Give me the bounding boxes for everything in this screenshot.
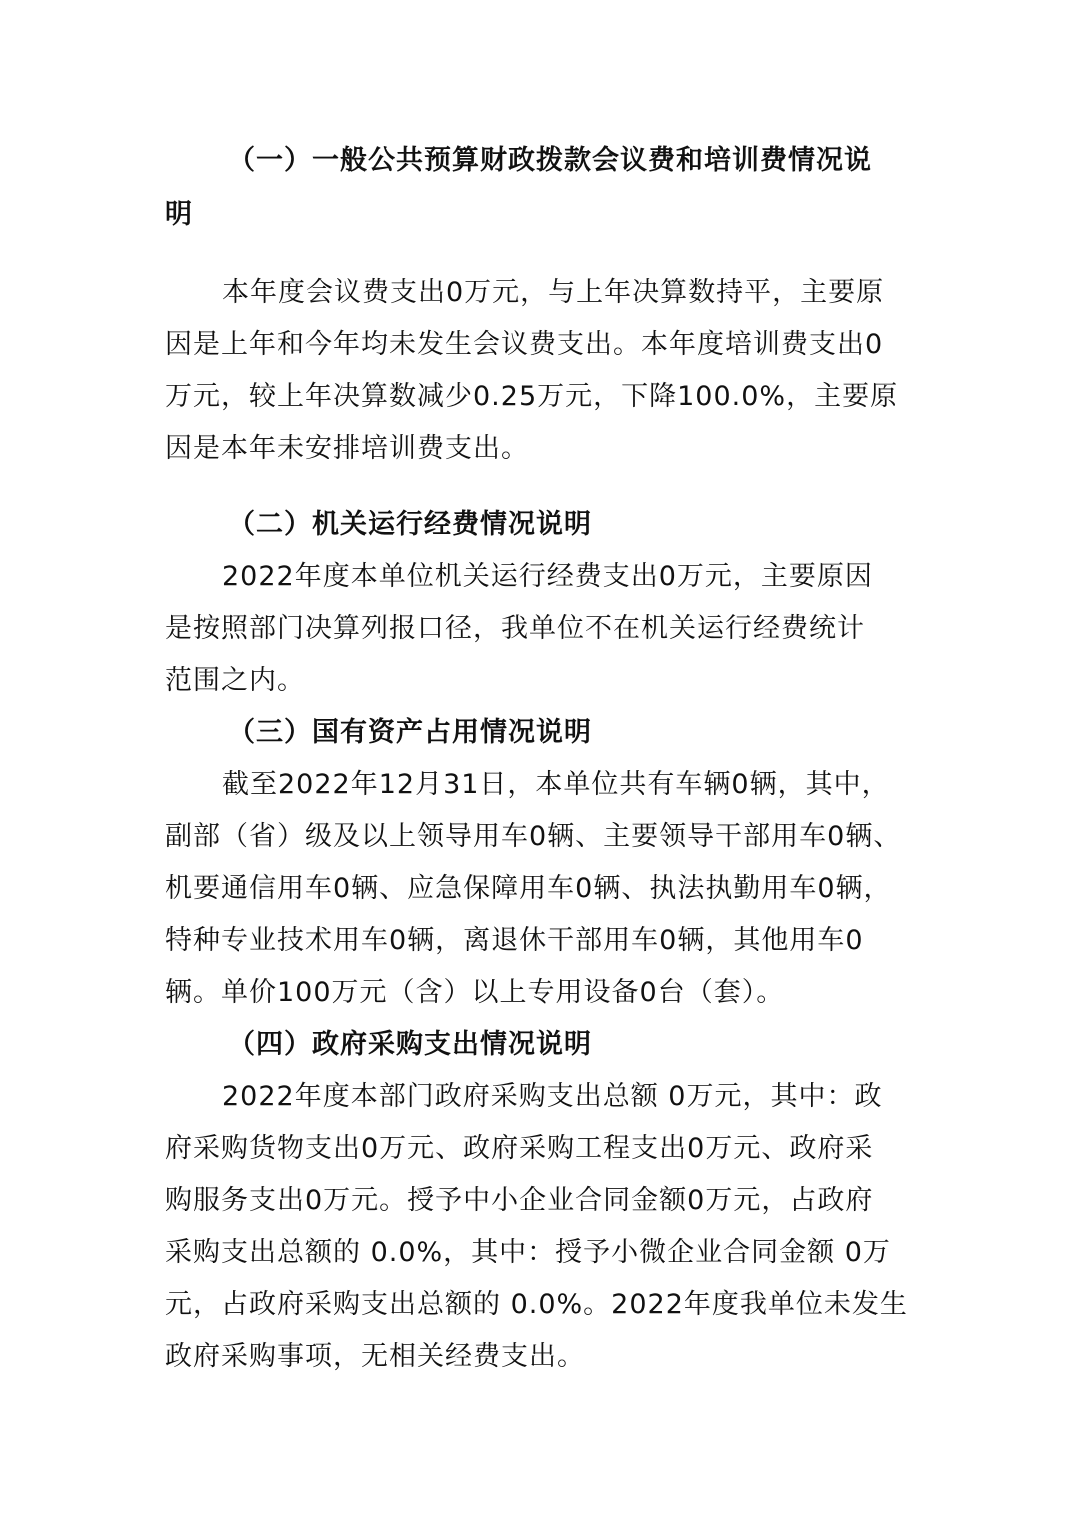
section-2-heading: （二）机关运行经费情况说明	[228, 509, 592, 540]
section-4-body-line-3: 购服务支出0万元。授予中小企业合同金额0万元，占政府	[165, 1185, 874, 1216]
section-1-body-line-3: 万元，较上年决算数减少0.25万元，下降100.0%，主要原	[165, 381, 899, 412]
section-4-heading: （四）政府采购支出情况说明	[228, 1029, 592, 1060]
section-1-body-line-1: 本年度会议费支出0万元，与上年决算数持平，主要原	[222, 277, 885, 308]
section-3-body-line-4: 特种专业技术用车0辆，离退休干部用车0辆，其他用车0	[165, 925, 864, 956]
section-3-body-line-1: 截至2022年12月31日，本单位共有车辆0辆，其中，	[222, 769, 890, 800]
section-2-body-line-3: 范围之内。	[165, 665, 305, 696]
section-4-body-line-2: 府采购货物支出0万元、政府采购工程支出0万元、政府采	[165, 1133, 874, 1164]
section-2-body-line-1: 2022年度本单位机关运行经费支出0万元，主要原因	[222, 561, 873, 592]
section-3-body-line-5: 辆。单价100万元（含）以上专用设备0台（套）。	[165, 977, 785, 1008]
section-1-heading-line-2: 明	[165, 199, 193, 230]
section-1-heading-line-1: （一）一般公共预算财政拨款会议费和培训费情况说	[228, 145, 872, 176]
section-3-body-line-2: 副部（省）级及以上领导用车0辆、主要领导干部用车0辆、	[165, 821, 902, 852]
section-2-body-line-2: 是按照部门决算列报口径，我单位不在机关运行经费统计	[165, 613, 865, 644]
section-4-body-line-6: 政府采购事项，无相关经费支出。	[165, 1341, 585, 1372]
section-1-body-line-2: 因是上年和今年均未发生会议费支出。本年度培训费支出0	[165, 329, 884, 360]
section-4-body-line-4: 采购支出总额的 0.0%，其中：授予小微企业合同金额 0万	[165, 1237, 891, 1268]
section-3-heading: （三）国有资产占用情况说明	[228, 717, 592, 748]
section-3-body-line-3: 机要通信用车0辆、应急保障用车0辆、执法执勤用车0辆，	[165, 873, 892, 904]
section-4-body-line-1: 2022年度本部门政府采购支出总额 0万元，其中：政	[222, 1081, 883, 1112]
section-1-body-line-4: 因是本年未安排培训费支出。	[165, 433, 529, 464]
section-4-body-line-5: 元，占政府采购支出总额的 0.0%。2022年度我单位未发生	[165, 1289, 908, 1320]
